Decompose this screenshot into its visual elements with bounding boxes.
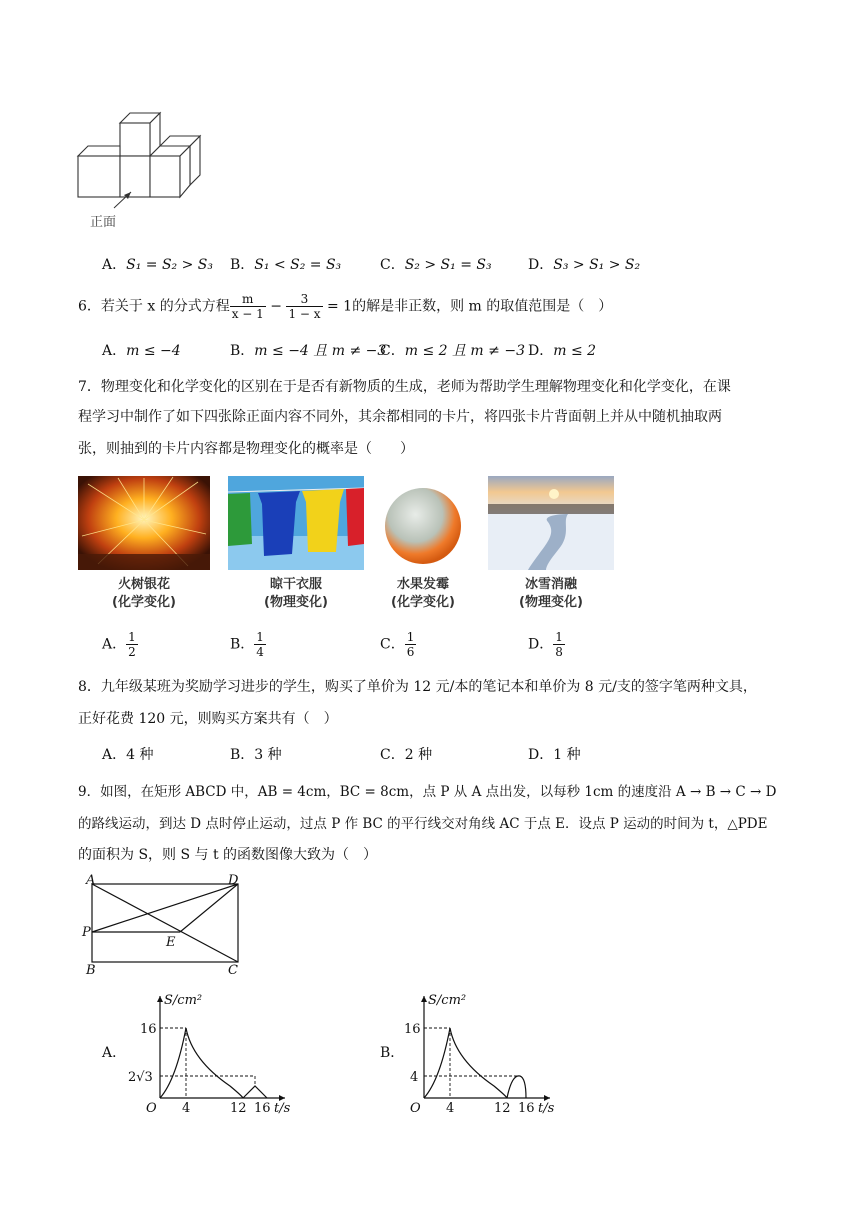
card-clothes — [228, 476, 364, 616]
card-type: (物理变化) — [519, 595, 583, 610]
card-snow-melt — [488, 476, 614, 616]
svg-text:12: 12 — [494, 1101, 511, 1115]
q8-option-c: C．2 种 — [380, 747, 433, 763]
card-title: 冰雪消融 — [524, 577, 577, 592]
svg-text:4: 4 — [182, 1101, 191, 1115]
card-moldy-fruit — [380, 476, 466, 616]
question-9-line-2: 的路线运动，到达 D 点时停止运动，过点 P 作 BC 的平行线交对角线 AC 于点 E．设点 P 运动的时间为 t，△PDE — [78, 816, 768, 832]
q7-option-c: C． $\frac{1}{6}$ — [380, 630, 415, 659]
q5-option-a: A．S₁ = S₂ > S₃ — [102, 257, 213, 273]
cube-figure — [74, 110, 209, 235]
rectangle-abcd-figure — [80, 872, 250, 980]
q9-option-a-letter: A． — [102, 1045, 127, 1061]
svg-text:O: O — [146, 1101, 157, 1115]
q9-option-b-letter: B． — [380, 1045, 405, 1061]
svg-text:12: 12 — [230, 1101, 247, 1115]
card-title: 晾干衣服 — [269, 577, 322, 592]
card-type: (物理变化) — [264, 595, 328, 610]
svg-text:P: P — [82, 925, 91, 940]
q7-option-a: A． $\frac{1}{2}$ — [102, 630, 136, 659]
q5-option-d: D．S₃ > S₁ > S₂ — [528, 257, 641, 273]
svg-text:O: O — [410, 1101, 421, 1115]
q8-option-d: D．1 种 — [528, 747, 581, 763]
snow-landscape-image — [488, 476, 614, 570]
card-fireworks — [78, 476, 210, 616]
graph-option-b — [398, 990, 578, 1115]
question-9-line-1: 9．如图，在矩形 ABCD 中，AB = 4cm，BC = 8cm，点 P 从 A 点出发，以每秒 1cm 的速度沿 A → B → C → D — [78, 784, 777, 800]
svg-text:16: 16 — [404, 1022, 421, 1037]
q8-option-a: A．4 种 — [102, 747, 154, 763]
front-label: 正面 — [90, 215, 117, 230]
question-6: 6．若关于 x 的分式方程 $\frac{m}{x - 1}$ − $\frac{3}{1 - x}$ = 1的解是非正数，则 m 的取值范围是（ ） — [78, 292, 613, 321]
q7-option-b: B． $\frac{1}{4}$ — [230, 630, 264, 659]
question-8-line-1: 8．九年级某班为奖励学习进步的学生，购买了单价为 12 元/本的笔记本和单价为 8 元/支的签字笔两种文具， — [78, 679, 757, 695]
q5-option-c: C．S₂ > S₁ = S₃ — [380, 257, 492, 273]
card-title: 火树银花 — [117, 577, 170, 592]
question-7-line-2: 程学习中制作了如下四张除正面内容不同外，其余都相同的卡片，将四张卡片背面朝上并从中随机抽取两 — [78, 409, 722, 425]
moldy-orange-image — [380, 476, 466, 570]
card-type: (化学变化) — [391, 595, 455, 610]
q5-option-b: B．S₁ < S₂ = S₃ — [230, 257, 342, 273]
svg-text:4: 4 — [410, 1070, 419, 1085]
fraction-1: $\frac{m}{x - 1}$ — [231, 292, 264, 321]
q6-option-a: A．m ≤ −4 — [102, 343, 181, 359]
svg-text:S/cm²: S/cm² — [164, 993, 203, 1008]
q8-option-b: B．3 种 — [230, 747, 282, 763]
svg-text:D: D — [228, 873, 239, 888]
svg-text:2√3: 2√3 — [128, 1070, 153, 1085]
svg-text:16: 16 — [140, 1022, 157, 1037]
question-7-line-3: 张，则抽到的卡片内容都是物理变化的概率是（ ） — [78, 441, 414, 457]
svg-text:C: C — [228, 963, 238, 978]
question-9-line-3: 的面积为 S，则 S 与 t 的函数图像大致为（ ） — [78, 847, 378, 863]
svg-text:E: E — [166, 935, 176, 950]
svg-text:S/cm²: S/cm² — [428, 993, 467, 1008]
clothes-image — [228, 476, 364, 570]
svg-text:16: 16 — [518, 1101, 535, 1115]
q6-option-b: B．m ≤ −4 且 m ≠ −3 — [230, 343, 387, 359]
question-8-line-2: 正好花费 120 元，则购买方案共有（ ） — [78, 711, 338, 727]
q6-option-c: C．m ≤ 2 且 m ≠ −3 — [380, 343, 525, 359]
svg-text:t/s: t/s — [274, 1101, 291, 1115]
q7-option-d: D． $\frac{1}{8}$ — [528, 630, 563, 659]
graph-option-a — [120, 990, 300, 1115]
svg-text:A: A — [86, 873, 96, 888]
fraction-2: $\frac{3}{1 - x}$ — [288, 292, 321, 321]
svg-text:16: 16 — [254, 1101, 271, 1115]
fireworks-image — [78, 476, 210, 570]
card-type: (化学变化) — [112, 595, 176, 610]
question-7-line-1: 7．物理变化和化学变化的区别在于是否有新物质的生成，老师为帮助学生理解物理变化和化学变化，在课 — [78, 379, 731, 395]
card-title: 水果发霉 — [396, 577, 449, 592]
svg-text:4: 4 — [446, 1101, 455, 1115]
svg-text:B: B — [86, 963, 96, 978]
q6-option-d: D．m ≤ 2 — [528, 343, 597, 359]
svg-text:t/s: t/s — [538, 1101, 555, 1115]
